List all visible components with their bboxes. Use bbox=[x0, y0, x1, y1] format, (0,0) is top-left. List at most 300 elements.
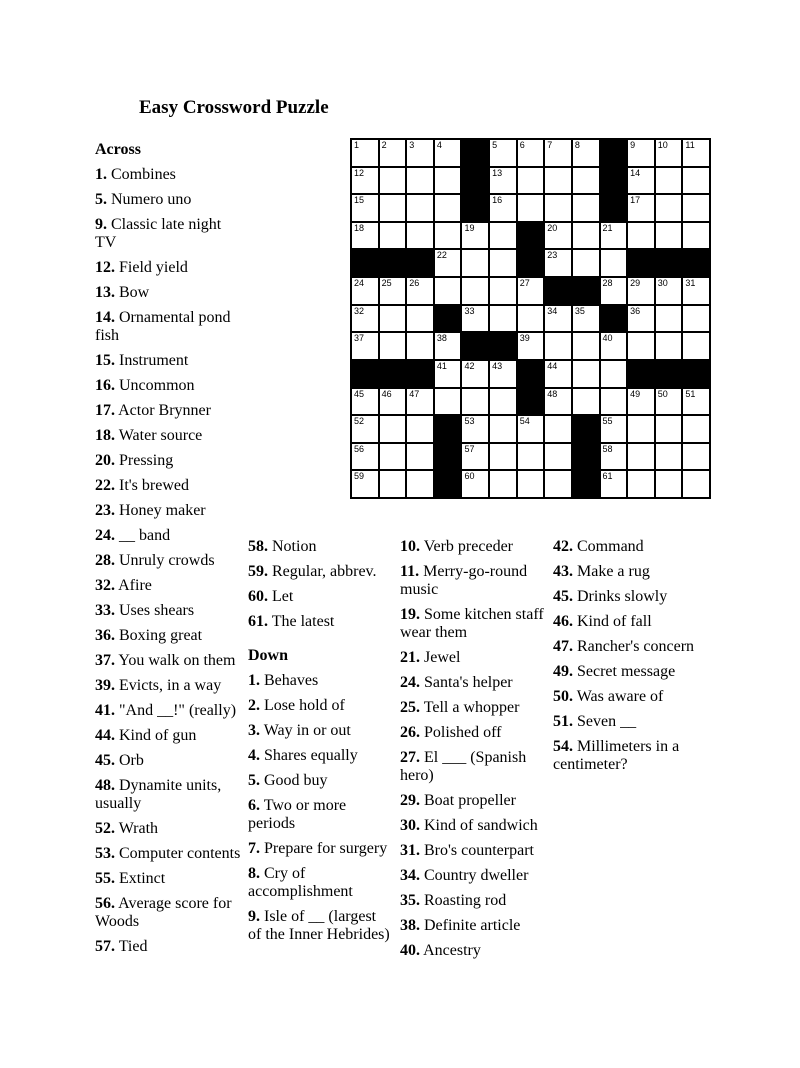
cell-number: 14 bbox=[630, 167, 641, 178]
cell-number: 36 bbox=[630, 305, 641, 316]
grid-cell[interactable] bbox=[545, 306, 571, 332]
clue-number: 21. bbox=[400, 649, 420, 666]
crossword-grid bbox=[350, 138, 711, 499]
grid-cell[interactable] bbox=[601, 223, 627, 249]
cell-number: 21 bbox=[602, 222, 613, 233]
cell-number: 44 bbox=[547, 360, 558, 371]
grid-cell[interactable] bbox=[435, 278, 461, 304]
clue-text: Shares equally bbox=[264, 747, 358, 764]
clue-text: Verb preceder bbox=[423, 538, 513, 555]
cell-number: 53 bbox=[464, 416, 475, 427]
clue-text: Kind of fall bbox=[577, 613, 652, 630]
grid-cell[interactable] bbox=[573, 140, 599, 166]
clue-text: Pressing bbox=[119, 452, 174, 469]
clue-number: 56. bbox=[95, 895, 115, 912]
grid-cell[interactable] bbox=[656, 168, 682, 194]
grid-cell[interactable] bbox=[352, 140, 378, 166]
clue-item bbox=[248, 722, 393, 740]
clue-item bbox=[95, 216, 244, 252]
grid-cell[interactable] bbox=[352, 444, 378, 470]
grid-cell[interactable] bbox=[490, 250, 516, 276]
clue-item bbox=[95, 820, 244, 838]
grid-cell[interactable] bbox=[380, 471, 406, 497]
clue-text: You walk on them bbox=[118, 652, 236, 669]
grid-cell[interactable] bbox=[407, 223, 433, 249]
clue-number: 39. bbox=[95, 677, 115, 694]
clue-text: Honey maker bbox=[119, 502, 206, 519]
grid-cell[interactable] bbox=[435, 195, 461, 221]
clue-text: Rancher's concern bbox=[577, 638, 695, 655]
grid-cell[interactable] bbox=[462, 250, 488, 276]
grid-cell[interactable] bbox=[656, 278, 682, 304]
clue-text: Santa's helper bbox=[424, 674, 513, 691]
clue-item bbox=[400, 606, 550, 642]
grid-cell[interactable] bbox=[490, 223, 516, 249]
clue-text: The latest bbox=[271, 613, 335, 630]
grid-cell[interactable] bbox=[573, 389, 599, 415]
grid-cell[interactable] bbox=[628, 140, 654, 166]
grid-cell[interactable] bbox=[628, 306, 654, 332]
grid-cell[interactable] bbox=[518, 306, 544, 332]
clue-item bbox=[553, 613, 701, 631]
cell-number: 52 bbox=[354, 416, 365, 427]
clue-item bbox=[95, 752, 244, 770]
down-clue-list-continued bbox=[400, 538, 550, 960]
clues-column-2 bbox=[248, 538, 393, 951]
grid-cell[interactable] bbox=[462, 278, 488, 304]
grid-cell[interactable] bbox=[462, 444, 488, 470]
cell-number: 22 bbox=[436, 250, 447, 261]
grid-cell[interactable] bbox=[545, 471, 571, 497]
grid-cell[interactable] bbox=[490, 471, 516, 497]
grid-cell[interactable] bbox=[545, 389, 571, 415]
grid-cell[interactable] bbox=[628, 278, 654, 304]
clue-text: Seven __ bbox=[577, 713, 637, 730]
grid-cell[interactable] bbox=[628, 223, 654, 249]
grid-cell[interactable] bbox=[407, 416, 433, 442]
grid-cell[interactable] bbox=[573, 306, 599, 332]
clue-number: 13. bbox=[95, 284, 115, 301]
clue-number: 53. bbox=[95, 845, 115, 862]
clue-item bbox=[95, 627, 244, 645]
grid-cell[interactable] bbox=[490, 306, 516, 332]
grid-cell[interactable] bbox=[352, 278, 378, 304]
clue-text: __ band bbox=[119, 527, 171, 544]
clue-text: Regular, abbrev. bbox=[272, 563, 377, 580]
grid-cell[interactable] bbox=[380, 306, 406, 332]
down-clue-list-end bbox=[553, 538, 701, 774]
grid-cell[interactable] bbox=[462, 416, 488, 442]
clue-text: It's brewed bbox=[119, 477, 189, 494]
cell-number: 4 bbox=[436, 140, 442, 150]
grid-cell-black bbox=[462, 333, 488, 359]
grid-cell[interactable] bbox=[380, 195, 406, 221]
clue-number: 12. bbox=[95, 259, 115, 276]
grid-cell[interactable] bbox=[601, 444, 627, 470]
grid-cell[interactable] bbox=[490, 444, 516, 470]
clue-text: Kind of sandwich bbox=[424, 817, 538, 834]
grid-cell[interactable] bbox=[435, 250, 461, 276]
clue-number: 48. bbox=[95, 777, 115, 794]
grid-cell-black bbox=[573, 416, 599, 442]
grid-cell-black bbox=[518, 223, 544, 249]
grid-cell[interactable] bbox=[573, 333, 599, 359]
grid-cell[interactable] bbox=[628, 444, 654, 470]
cell-number: 42 bbox=[464, 360, 475, 371]
grid-cell[interactable] bbox=[545, 250, 571, 276]
grid-cell[interactable] bbox=[462, 361, 488, 387]
grid-cell[interactable] bbox=[628, 168, 654, 194]
grid-cell[interactable] bbox=[683, 140, 709, 166]
grid-cell[interactable] bbox=[462, 471, 488, 497]
cell-number: 39 bbox=[519, 333, 530, 344]
grid-cell-black bbox=[518, 389, 544, 415]
grid-cell[interactable] bbox=[407, 471, 433, 497]
grid-cell[interactable] bbox=[518, 140, 544, 166]
grid-cell[interactable] bbox=[490, 278, 516, 304]
grid-cell[interactable] bbox=[518, 278, 544, 304]
clue-item bbox=[553, 588, 701, 606]
grid-cell[interactable] bbox=[656, 223, 682, 249]
clue-item bbox=[248, 672, 393, 690]
grid-cell[interactable] bbox=[628, 333, 654, 359]
clue-item bbox=[400, 724, 550, 742]
grid-cell[interactable] bbox=[352, 306, 378, 332]
clue-number: 45. bbox=[553, 588, 573, 605]
clue-item bbox=[553, 688, 701, 706]
clue-number: 20. bbox=[95, 452, 115, 469]
grid-cell[interactable] bbox=[380, 389, 406, 415]
clue-text: Tied bbox=[118, 938, 148, 955]
grid-cell[interactable] bbox=[683, 471, 709, 497]
grid-cell-black bbox=[601, 195, 627, 221]
clue-number: 26. bbox=[400, 724, 420, 741]
grid-cell[interactable] bbox=[573, 250, 599, 276]
cell-number: 41 bbox=[436, 360, 447, 371]
grid-cell[interactable] bbox=[518, 195, 544, 221]
grid-cell[interactable] bbox=[573, 223, 599, 249]
clue-number: 55. bbox=[95, 870, 115, 887]
cell-number: 31 bbox=[685, 278, 696, 289]
grid-cell[interactable] bbox=[601, 333, 627, 359]
grid-cell[interactable] bbox=[407, 195, 433, 221]
cell-number: 11 bbox=[685, 140, 695, 150]
grid-cell-black bbox=[435, 471, 461, 497]
grid-cell-black bbox=[573, 471, 599, 497]
clue-text: Jewel bbox=[424, 649, 461, 666]
grid-cell[interactable] bbox=[601, 471, 627, 497]
grid-cell[interactable] bbox=[380, 140, 406, 166]
clue-item bbox=[248, 840, 393, 858]
clue-item bbox=[400, 649, 550, 667]
grid-cell[interactable] bbox=[656, 306, 682, 332]
clue-number: 50. bbox=[553, 688, 573, 705]
grid-cell[interactable] bbox=[352, 471, 378, 497]
grid-cell[interactable] bbox=[628, 389, 654, 415]
grid-cell[interactable] bbox=[683, 195, 709, 221]
cell-number: 8 bbox=[574, 140, 580, 150]
grid-cell[interactable] bbox=[601, 416, 627, 442]
grid-cell[interactable] bbox=[545, 195, 571, 221]
clue-text: Water source bbox=[118, 427, 203, 444]
clue-number: 24. bbox=[95, 527, 115, 544]
grid-cell[interactable] bbox=[407, 278, 433, 304]
down-header: Down bbox=[248, 647, 289, 664]
cell-number: 54 bbox=[519, 416, 530, 427]
grid-cell-black bbox=[656, 250, 682, 276]
grid-cell[interactable] bbox=[435, 361, 461, 387]
grid-cell[interactable] bbox=[380, 333, 406, 359]
clue-number: 40. bbox=[400, 942, 420, 959]
grid-cell[interactable] bbox=[435, 223, 461, 249]
cell-number: 6 bbox=[519, 140, 525, 150]
clue-text: Some kitchen staff wear them bbox=[400, 606, 544, 641]
cell-number: 15 bbox=[354, 195, 365, 206]
clue-item bbox=[553, 738, 701, 774]
grid-cell[interactable] bbox=[573, 195, 599, 221]
grid-cell[interactable] bbox=[545, 444, 571, 470]
clue-number: 5. bbox=[95, 191, 107, 208]
clue-item bbox=[95, 477, 244, 495]
grid-cell[interactable] bbox=[683, 333, 709, 359]
cell-number: 60 bbox=[464, 471, 475, 482]
cell-number: 27 bbox=[519, 278, 530, 289]
clues-column-4 bbox=[553, 538, 701, 781]
clue-item bbox=[95, 309, 244, 345]
grid-cell[interactable] bbox=[628, 471, 654, 497]
grid-cell[interactable] bbox=[490, 168, 516, 194]
clue-text: Dynamite units, usually bbox=[95, 777, 222, 812]
grid-cell-black bbox=[656, 361, 682, 387]
grid-cell[interactable] bbox=[656, 389, 682, 415]
across-clue-list bbox=[95, 166, 244, 956]
page-title: Easy Crossword Puzzle bbox=[139, 97, 329, 118]
cell-number: 47 bbox=[409, 388, 420, 399]
cell-number: 49 bbox=[630, 388, 641, 399]
cell-number: 1 bbox=[354, 140, 360, 150]
clue-item bbox=[95, 577, 244, 595]
grid-cell[interactable] bbox=[407, 333, 433, 359]
grid-cell[interactable] bbox=[407, 389, 433, 415]
clue-item bbox=[553, 713, 701, 731]
clue-text: Numero uno bbox=[111, 191, 192, 208]
grid-cell[interactable] bbox=[518, 444, 544, 470]
clue-number: 54. bbox=[553, 738, 573, 755]
clue-number: 36. bbox=[95, 627, 115, 644]
clue-text: Unruly crowds bbox=[119, 552, 215, 569]
clue-number: 18. bbox=[95, 427, 115, 444]
clue-text: Boxing great bbox=[119, 627, 203, 644]
clue-item bbox=[95, 402, 244, 420]
grid-cell[interactable] bbox=[628, 195, 654, 221]
clue-number: 27. bbox=[400, 749, 420, 766]
grid-cell[interactable] bbox=[683, 223, 709, 249]
clue-number: 5. bbox=[248, 772, 260, 789]
clue-number: 41. bbox=[95, 702, 115, 719]
grid-cell[interactable] bbox=[380, 223, 406, 249]
cell-number: 40 bbox=[602, 333, 613, 344]
clue-number: 10. bbox=[400, 538, 420, 555]
clue-text: Actor Brynner bbox=[118, 402, 211, 419]
clue-number: 37. bbox=[95, 652, 115, 669]
grid-cell[interactable] bbox=[462, 389, 488, 415]
clue-number: 38. bbox=[400, 917, 420, 934]
clue-item bbox=[248, 747, 393, 765]
clue-item bbox=[95, 845, 244, 863]
grid-cell[interactable] bbox=[683, 416, 709, 442]
grid-cell[interactable] bbox=[573, 168, 599, 194]
grid-cell[interactable] bbox=[352, 389, 378, 415]
grid-cell[interactable] bbox=[656, 444, 682, 470]
grid-cell[interactable] bbox=[601, 389, 627, 415]
grid-cell[interactable] bbox=[601, 250, 627, 276]
cell-number: 20 bbox=[547, 222, 558, 233]
grid-cell[interactable] bbox=[380, 444, 406, 470]
clue-number: 31. bbox=[400, 842, 420, 859]
clue-number: 23. bbox=[95, 502, 115, 519]
grid-cell[interactable] bbox=[490, 416, 516, 442]
grid-cell[interactable] bbox=[518, 333, 544, 359]
grid-cell[interactable] bbox=[683, 444, 709, 470]
grid-cell[interactable] bbox=[352, 168, 378, 194]
cell-number: 51 bbox=[685, 388, 696, 399]
grid-cell-black bbox=[407, 361, 433, 387]
grid-cell[interactable] bbox=[352, 333, 378, 359]
clue-item bbox=[95, 452, 244, 470]
clue-number: 28. bbox=[95, 552, 115, 569]
grid-cell[interactable] bbox=[573, 361, 599, 387]
grid-cell[interactable] bbox=[352, 223, 378, 249]
grid-cell[interactable] bbox=[545, 223, 571, 249]
grid-cell[interactable] bbox=[435, 168, 461, 194]
clue-text: Instrument bbox=[119, 352, 189, 369]
clue-item bbox=[95, 602, 244, 620]
grid-cell-black bbox=[628, 361, 654, 387]
grid-cell-black bbox=[573, 278, 599, 304]
clue-item bbox=[400, 917, 550, 935]
grid-cell[interactable] bbox=[656, 416, 682, 442]
cell-number: 38 bbox=[436, 333, 447, 344]
clue-text: Make a rug bbox=[577, 563, 650, 580]
clue-number: 29. bbox=[400, 792, 420, 809]
clue-text: Classic late night TV bbox=[95, 216, 222, 251]
grid-cell[interactable] bbox=[656, 140, 682, 166]
grid-cell[interactable] bbox=[628, 416, 654, 442]
grid-cell[interactable] bbox=[490, 389, 516, 415]
grid-cell[interactable] bbox=[683, 306, 709, 332]
cell-number: 43 bbox=[492, 360, 503, 371]
clue-item bbox=[248, 697, 393, 715]
grid-cell-black bbox=[683, 250, 709, 276]
grid-cell[interactable] bbox=[435, 140, 461, 166]
grid-cell[interactable] bbox=[656, 195, 682, 221]
clue-text: Lose hold of bbox=[264, 697, 345, 714]
grid-cell[interactable] bbox=[683, 168, 709, 194]
cell-number: 48 bbox=[547, 388, 558, 399]
clue-item bbox=[95, 702, 244, 720]
grid-cell[interactable] bbox=[601, 361, 627, 387]
grid-cell[interactable] bbox=[518, 471, 544, 497]
clue-number: 34. bbox=[400, 867, 420, 884]
grid-cell[interactable] bbox=[352, 416, 378, 442]
grid-cell-black bbox=[435, 306, 461, 332]
grid-cell[interactable] bbox=[462, 306, 488, 332]
clue-number: 57. bbox=[95, 938, 115, 955]
grid-cell[interactable] bbox=[490, 195, 516, 221]
grid-cell[interactable] bbox=[518, 168, 544, 194]
cell-number: 55 bbox=[602, 416, 613, 427]
clue-number: 42. bbox=[553, 538, 573, 555]
grid-cell[interactable] bbox=[545, 140, 571, 166]
cell-number: 45 bbox=[354, 388, 365, 399]
grid-cell-black bbox=[545, 278, 571, 304]
clue-item bbox=[95, 284, 244, 302]
grid-cell-black bbox=[628, 250, 654, 276]
clue-item bbox=[400, 749, 550, 785]
cell-number: 58 bbox=[602, 443, 613, 454]
clue-text: Bro's counterpart bbox=[424, 842, 534, 859]
grid-cell[interactable] bbox=[462, 223, 488, 249]
clue-text: Was aware of bbox=[576, 688, 664, 705]
clue-number: 49. bbox=[553, 663, 573, 680]
clue-number: 3. bbox=[248, 722, 260, 739]
grid-cell[interactable] bbox=[545, 361, 571, 387]
grid-cell[interactable] bbox=[380, 278, 406, 304]
down-clue-list bbox=[248, 672, 393, 944]
clue-item bbox=[553, 538, 701, 556]
clue-text: Wrath bbox=[118, 820, 159, 837]
grid-cell-black bbox=[407, 250, 433, 276]
grid-cell[interactable] bbox=[352, 195, 378, 221]
grid-cell[interactable] bbox=[656, 471, 682, 497]
grid-cell[interactable] bbox=[380, 168, 406, 194]
clue-text: Uses shears bbox=[119, 602, 195, 619]
grid-cell[interactable] bbox=[683, 278, 709, 304]
clue-number: 51. bbox=[553, 713, 573, 730]
grid-cell[interactable] bbox=[683, 389, 709, 415]
clue-item bbox=[400, 842, 550, 860]
grid-cell[interactable] bbox=[518, 416, 544, 442]
grid-cell[interactable] bbox=[380, 416, 406, 442]
grid-cell[interactable] bbox=[490, 140, 516, 166]
clue-number: 14. bbox=[95, 309, 115, 326]
clue-item bbox=[248, 797, 393, 833]
clue-item bbox=[248, 538, 393, 556]
grid-cell[interactable] bbox=[601, 278, 627, 304]
grid-cell[interactable] bbox=[435, 389, 461, 415]
grid-cell[interactable] bbox=[490, 361, 516, 387]
clue-item bbox=[553, 638, 701, 656]
clue-text: Drinks slowly bbox=[577, 588, 668, 605]
grid-cell[interactable] bbox=[545, 416, 571, 442]
clue-number: 52. bbox=[95, 820, 115, 837]
grid-cell-black bbox=[518, 250, 544, 276]
grid-cell[interactable] bbox=[545, 168, 571, 194]
grid-cell[interactable] bbox=[435, 333, 461, 359]
grid-cell[interactable] bbox=[407, 168, 433, 194]
clue-text: Field yield bbox=[119, 259, 188, 276]
cell-number: 32 bbox=[354, 305, 365, 316]
grid-cell[interactable] bbox=[407, 444, 433, 470]
grid-cell[interactable] bbox=[545, 333, 571, 359]
clue-number: 16. bbox=[95, 377, 115, 394]
clue-text: Boat propeller bbox=[424, 792, 516, 809]
clue-number: 46. bbox=[553, 613, 573, 630]
grid-cell[interactable] bbox=[656, 333, 682, 359]
grid-cell[interactable] bbox=[407, 306, 433, 332]
clue-item bbox=[95, 777, 244, 813]
grid-cell[interactable] bbox=[407, 140, 433, 166]
